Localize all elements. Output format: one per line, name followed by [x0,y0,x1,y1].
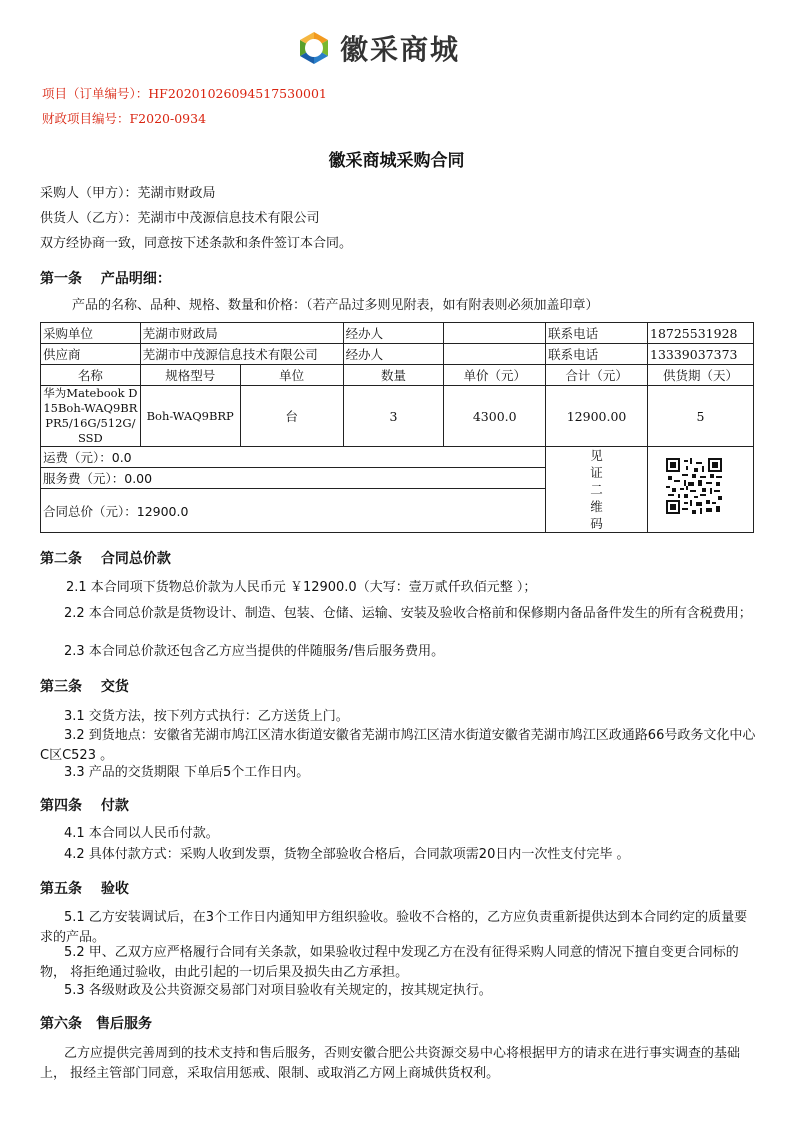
clause-2-3: 2.3 本合同总价款还包含乙方应当提供的伴随服务/售后服务费用。 [64,644,445,659]
col-header-unit: 单位 [240,365,343,386]
agreement-line: 双方经协商一致，同意按下述条款和条件签订本合同。 [40,236,353,251]
clause-5-2: 5.2 甲、乙双方应严格履行合同有关条款，如果验收过程中发现乙方在没有征得采购人同意的情况下擅自变更合同标的物， 将拒绝通过验收，由此引起的一切后果及损失由乙方承担。 [40,945,739,980]
logo-mark-icon [296,30,332,66]
clause-2-1: 2.1 本合同项下货物总价款为人民币元 ￥12900.0（大写：壹万贰仟玖佰元整 ）； [66,580,537,595]
supplier-line: 供货人（乙方）：芜湖市中茂源信息技术有限公司 [40,211,320,226]
phone-label: 联系电话 [546,323,648,344]
section-1-intro: 产品的名称、品种、规格、数量和价格：（若产品过多则见附表，如有附表则必须加盖印章） [72,298,599,313]
clause-3-1: 3.1 交货方法，按下列方式执行：乙方送货上门。 [64,709,349,724]
clause-4-1: 4.1 本合同以人民币付款。 [64,826,219,841]
qr-label-cell [546,447,648,533]
section-2-title: 第二条 合同总价款 [40,551,171,567]
col-header-delivery: 供货期（天） [648,365,754,386]
buyer-line: 采购人（甲方）：芜湖市财政局 [40,186,216,201]
section-5-title: 第五条 验收 [40,881,129,897]
clause-4-2: 4.2 具体付款方式：采购人收到发票，货物全部验收合格后，合同款项需20日内一次性支付完毕 。 [64,847,630,862]
clause-3-3: 3.3 产品的交货期限 下单后5个工作日内。 [64,765,310,780]
product-unit: 台 [240,386,343,447]
col-header-price: 单价（元） [444,365,546,386]
clause-5-3: 5.3 各级财政及公共资源交易部门对项目验收有关规定的，按其规定执行。 [64,983,492,998]
phone-label: 联系电话 [546,344,648,365]
project-number: 项目（订单编号）：HF20201026094517530001 [42,86,327,101]
clause-6-1: 乙方应提供完善周到的技术支持和售后服务，否则安徽合肥公共资源交易中心将根据甲方的请求在进行事实调查的基础上， 报经主管部门同意，采取信用惩戒、限制、或取消乙方网上商城供货权利。 [40,1046,741,1081]
phone-value: 18725531928 [648,323,754,344]
table-header-row [41,365,754,386]
table-row [41,323,754,344]
section-4-title: 第四条 付款 [40,798,129,814]
buyer-unit-label: 采购单位 [41,323,141,344]
col-header-spec: 规格型号 [140,365,240,386]
table-row [41,447,754,468]
logo-text: 徽采商城 [340,33,461,66]
table-row [41,344,754,365]
handler-label: 经办人 [343,344,444,365]
qr-code-icon [666,458,722,514]
product-qty: 3 [343,386,444,447]
supplier-value: 芜湖市中茂源信息技术有限公司 [140,344,343,365]
table-row [41,386,754,447]
qr-label: 见证二维码 [590,448,603,531]
logo [296,28,460,68]
section-3-title: 第三条 交货 [40,679,129,695]
contract-title: 徽采商城采购合同 [328,151,465,171]
freight-cell: 运费（元）：0.0 [41,447,546,468]
handler-value [444,323,546,344]
product-delivery: 5 [648,386,754,447]
clause-3-2: 3.2 到货地点：安徽省芜湖市鸠江区清水街道安徽省芜湖市鸠江区清水街道安徽省芜湖市鸠江区政通路66号政务文化中心C区C523 。 [40,728,756,763]
finance-project-number: 财政项目编号：F2020-0934 [42,111,207,126]
product-total: 12900.00 [546,386,648,447]
section-6-title: 第六条 售后服务 [40,1016,152,1032]
supplier-label: 供应商 [41,344,141,365]
section-1-title: 第一条 产品明细： [40,271,171,287]
col-header-total: 合计（元） [546,365,648,386]
product-name: 华为Matebook D15Boh-WAQ9BRPR5/16G/512G/SSD [41,386,141,447]
clause-5-1: 5.1 乙方安装调试后，在3个工作日内通知甲方组织验收。验收不合格的，乙方应负责重新提供达到本合同约定的质量要求的产品。 [40,910,748,945]
col-header-qty: 数量 [343,365,444,386]
contract-total-cell: 合同总价（元）：12900.0 [41,489,546,533]
product-price: 4300.0 [444,386,546,447]
buyer-unit-value: 芜湖市财政局 [140,323,343,344]
handler-label: 经办人 [343,323,444,344]
col-header-name: 名称 [41,365,141,386]
handler-value [444,344,546,365]
phone-value: 13339037373 [648,344,754,365]
product-table [40,322,754,533]
product-spec: Boh-WAQ9BRP [140,386,240,447]
clause-2-2: 2.2 本合同总价款是货物设计、制造、包装、仓储、运输、安装及验收合格前和保修期内备品备件发生的所有含税费用； [64,606,752,621]
service-fee-cell: 服务费（元）：0.00 [41,468,546,489]
